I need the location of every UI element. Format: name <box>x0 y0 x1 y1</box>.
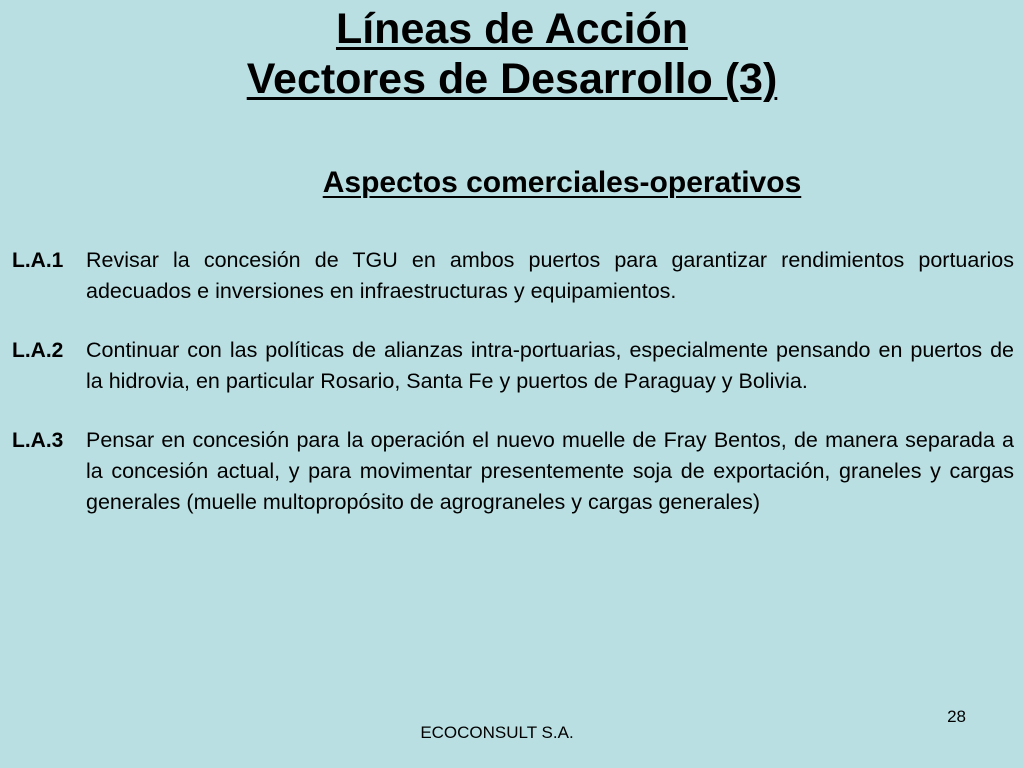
section-subtitle-text: Aspectos comerciales-operativos <box>322 166 802 199</box>
action-line-code: L.A.1 <box>12 249 64 272</box>
page-number: 28 <box>947 707 966 726</box>
action-line-text: Pensar en concesión para la operación el nuevo muelle de Fray Bentos, de manera separada a la concesión actual, y para movimentar presentemente soja de exportación, graneles y cargas generales (muelle multopropósito de agrograneles y cargas generales) <box>86 428 1014 514</box>
action-line-item <box>12 335 1014 397</box>
footer <box>0 723 1024 743</box>
action-line-item <box>12 245 1014 307</box>
action-line-code: L.A.2 <box>12 339 64 362</box>
title-line-2-text: Vectores de Desarrollo (3) <box>246 55 778 103</box>
action-line-text: Revisar la concesión de TGU en ambos puertos para garantizar rendimientos portuarios adecuados e inversiones en infraestructuras y equipamientos. <box>86 248 1014 303</box>
action-line-item <box>12 425 1014 518</box>
slide-title <box>0 4 1024 104</box>
title-line-2 <box>0 54 1024 104</box>
title-line-1 <box>0 4 1024 54</box>
action-line-code: L.A.3 <box>12 429 64 452</box>
title-line-1-text: Líneas de Acción <box>335 5 689 53</box>
action-line-text: Continuar con las políticas de alianzas intra-portuarias, especialmente pensando en puertos de la hidrovia, en particular Rosario, Santa Fe y puertos de Paraguay y Bolivia. <box>86 338 1014 393</box>
footer-company: ECOCONSULT S.A. <box>420 723 574 742</box>
section-subtitle <box>0 164 1024 202</box>
action-lines-list <box>12 245 1014 546</box>
